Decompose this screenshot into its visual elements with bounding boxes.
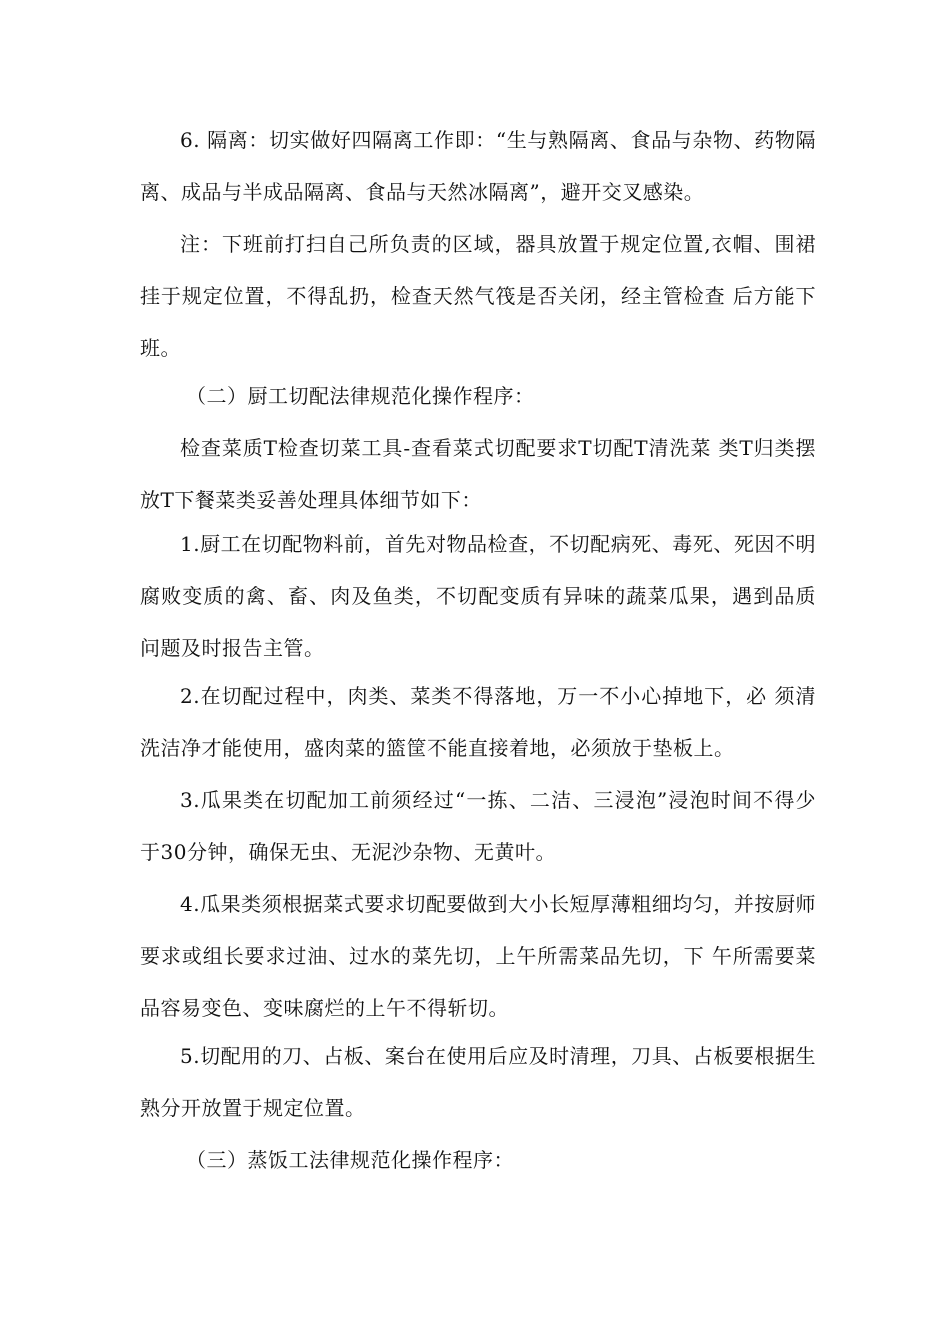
section-heading-cutting: （二）厨工切配法律规范化操作程序： — [186, 384, 535, 408]
paragraph-note: 注：下班前打扫自己所负责的区域，器具放置于规定位置,衣帽、围裙挂于规定位置，不得乱扔，检查天然气筏是否关闭，经主管检查 后方能下班。 — [140, 232, 816, 360]
paragraph-item-3: 3.瓜果类在切配加工前须经过“一拣、二洁、三浸泡”浸泡时间不得少于30分钟，确保无虫、无泥沙杂物、无黄叶。 — [140, 788, 816, 864]
paragraph-item-1: 1.厨工在切配物料前，首先对物品检查，不切配病死、毒死、死因不明腐败变质的禽、畜、肉及鱼类，不切配变质有异味的蔬菜瓜果，遇到品质问题及时报告主管。 — [140, 532, 816, 660]
paragraph-isolation: 6. 隔离：切实做好四隔离工作即：“生与熟隔离、食品与杂物、药物隔离、成品与半成品隔离、食品与天然冰隔离”，避开交叉感染。 — [140, 128, 816, 204]
paragraph-item-4: 4.瓜果类须根据菜式要求切配要做到大小长短厚薄粗细均匀，并按厨师要求或组长要求过油、过水的菜先切，上午所需菜品先切，下 午所需要菜品容易变色、变味腐烂的上午不得斩切。 — [140, 892, 816, 1020]
paragraph-item-2: 2.在切配过程中，肉类、菜类不得落地，万一不小心掉地下，必 须清洗洁净才能使用，盛肉菜的篮筐不能直接着地，必须放于垫板上。 — [140, 684, 816, 760]
section-heading-rice: （三）蒸饭工法律规范化操作程序： — [186, 1148, 514, 1172]
paragraph-cutting-flow: 检查菜质T检查切菜工具-查看菜式切配要求T切配T清洗菜 类T归类摆放T下餐菜类妥善处理具体细节如下： — [140, 436, 816, 512]
paragraph-item-5: 5.切配用的刀、占板、案台在使用后应及时清理，刀具、占板要根据生熟分开放置于规定位置。 — [140, 1044, 816, 1120]
